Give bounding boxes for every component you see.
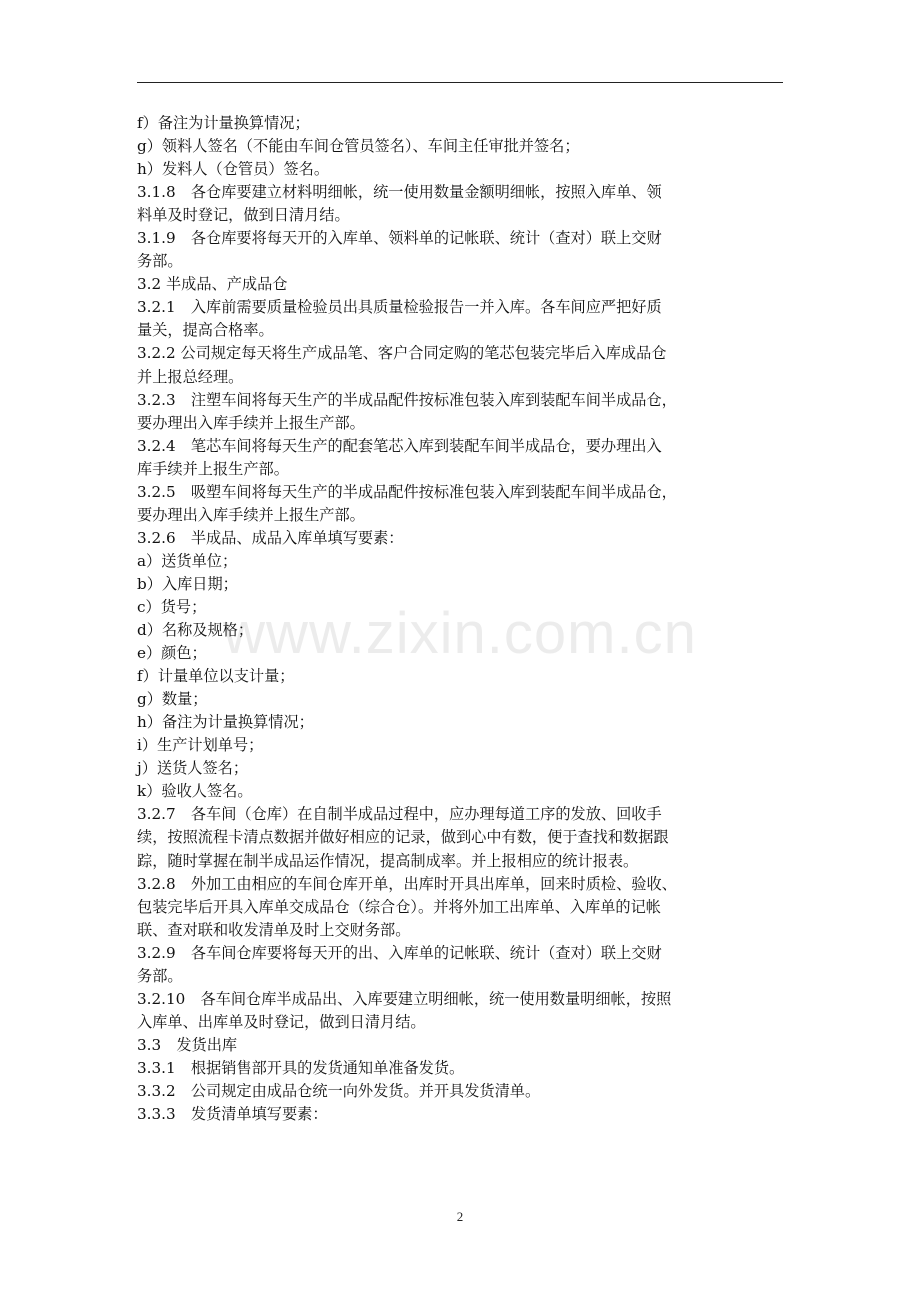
- text-line: 3.2.5 吸塑车间将每天生产的半成品配件按标准包装入库到装配车间半成品仓，: [137, 482, 677, 501]
- list-item: e）颜色；: [137, 644, 207, 663]
- header-rule: [137, 82, 783, 83]
- document-body: [137, 112, 797, 1126]
- text-line: 库手续并上报生产部。: [137, 459, 289, 478]
- text-line: 联、查对联和收发清单及时上交财务部。: [137, 920, 411, 939]
- text-line: h）发料人（仓管员）签名。: [137, 160, 330, 179]
- text-line: 3.2.4 笔芯车间将每天生产的配套笔芯入库到装配车间半成品仓，要办理出入: [137, 436, 662, 455]
- text-line: 务部。: [137, 966, 183, 985]
- text-line: 3.2.6 半成品、成品入库单填写要素：: [137, 528, 404, 547]
- text-line: f）备注为计量换算情况；: [137, 114, 310, 132]
- list-item: h）备注为计量换算情况；: [137, 713, 314, 732]
- text-line: 3.2.9 各车间仓库要将每天开的出、入库单的记帐联、统计（查对）联上交财: [137, 943, 662, 962]
- list-item: j）送货人签名；: [137, 759, 249, 778]
- page-number: 2: [456, 1209, 464, 1224]
- text-line: 料单及时登记，做到日清月结。: [137, 206, 350, 225]
- text-line: 要办理出入库手续并上报生产部。: [137, 505, 365, 524]
- text-line: 3.1.8 各仓库要建立材料明细帐，统一使用数量金额明细帐，按照入库单、领: [137, 183, 662, 202]
- text-line: 3.2.3 注塑车间将每天生产的半成品配件按标准包装入库到装配车间半成品仓，: [137, 390, 677, 409]
- list-item: c）货号；: [137, 597, 207, 616]
- text-line: g）领料人签名（不能由车间仓管员签名）、车间主任审批并签名；: [137, 137, 580, 156]
- text-line: 3.2.1 入库前需要质量检验员出具质量检验报告一并入库。各车间应严把好质: [137, 298, 662, 317]
- text-line: 入库单、出库单及时登记，做到日清月结。: [137, 1012, 426, 1031]
- text-line: 3.3.3 发货清单填写要素：: [137, 1105, 328, 1124]
- text-line: 要办理出入库手续并上报生产部。: [137, 413, 365, 432]
- text-line: 3.2.2 公司规定每天将生产成品笔、客户合同定购的笔芯包装完毕后入库成品仓: [137, 344, 667, 363]
- text-line: 量关，提高合格率。: [137, 321, 274, 340]
- text-line: 务部。: [137, 252, 183, 271]
- text-line: 3.3.1 根据销售部开具的发货通知单准备发货。: [137, 1058, 465, 1077]
- section-heading: 3.2 半成品、产成品仓: [137, 275, 288, 294]
- text-line: 续，按照流程卡清点数据并做好相应的记录，做到心中有数，便于查找和数据跟: [137, 828, 669, 847]
- text-line: 3.2.10 各车间仓库半成品出、入库要建立明细帐，统一使用数量明细帐，按照: [137, 989, 672, 1008]
- section-heading: 3.3 发货出库: [137, 1035, 238, 1054]
- text-line: 3.3.2 公司规定由成品仓统一向外发货。并开具发货清单。: [137, 1081, 541, 1100]
- list-item: f）计量单位以支计量；: [137, 667, 295, 686]
- text-line: 踪，随时掌握在制半成品运作情况，提高制成率。并上报相应的统计报表。: [137, 851, 639, 870]
- list-item: g）数量；: [137, 690, 208, 709]
- text-line: 并上报总经理。: [137, 367, 244, 386]
- watermark: www.zixin.com.cn: [223, 601, 697, 666]
- list-item: k）验收人签名。: [137, 782, 253, 801]
- text-line: 包装完毕后开具入库单交成品仓（综合仓）。并将外加工出库单、入库单的记帐: [137, 897, 661, 916]
- list-item: i）生产计划单号；: [137, 736, 264, 755]
- list-item: d）名称及规格；: [137, 621, 254, 640]
- list-item: a）送货单位；: [137, 551, 238, 570]
- text-line: 3.1.9 各仓库要将每天开的入库单、领料单的记帐联、统计（查对）联上交财: [137, 229, 662, 248]
- text-line: 3.2.7 各车间（仓库）在自制半成品过程中，应办理每道工序的发放、回收手: [137, 805, 662, 824]
- text-line: 3.2.8 外加工由相应的车间仓库开单，出库时开具出库单，回来时质检、验收、: [137, 874, 677, 893]
- list-item: b）入库日期；: [137, 574, 238, 593]
